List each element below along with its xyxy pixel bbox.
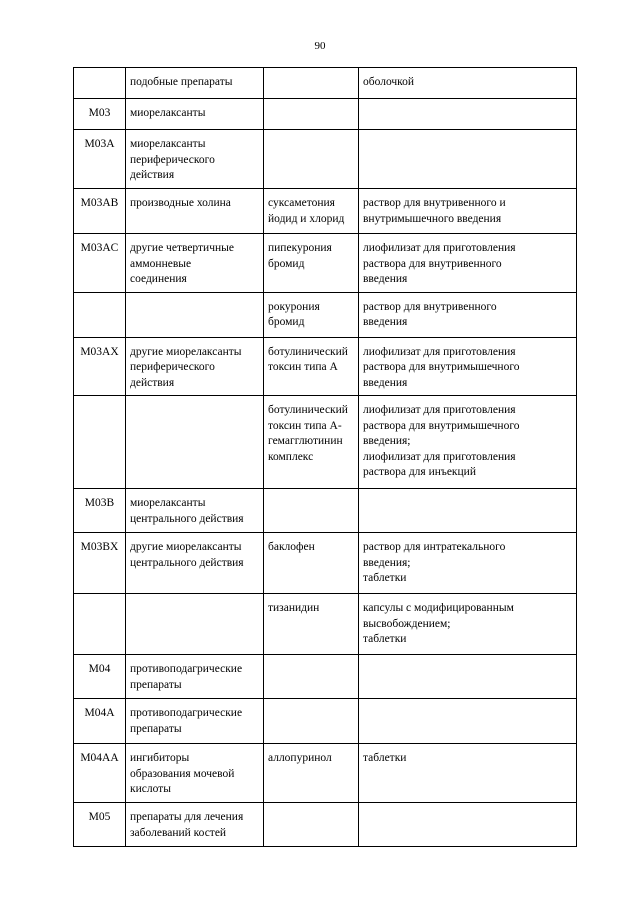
dosage-form-cell — [359, 699, 577, 744]
dosage-form-cell-line: введения — [363, 273, 408, 285]
anatomical-group-cell — [126, 337, 264, 396]
dosage-form-cell-line: введения — [363, 376, 408, 389]
atc-code-cell — [74, 292, 126, 337]
dosage-form-cell-line: таблетки — [363, 752, 407, 764]
table-row — [74, 234, 577, 293]
anatomical-group-cell — [126, 396, 264, 489]
anatomical-group-cell — [126, 68, 264, 99]
dosage-form-cell-line: раствор для внутривенного — [363, 300, 497, 313]
table-row — [74, 655, 577, 699]
anatomical-group-cell-line: центрального действия — [130, 512, 244, 525]
atc-code-cell: M03B — [74, 489, 126, 533]
dosage-form-cell-line: раствора для внутривенного — [363, 257, 502, 270]
drug-name-cell — [264, 489, 359, 533]
dosage-form-cell-line: введения; — [363, 435, 411, 447]
drug-name-cell — [264, 744, 359, 803]
anatomical-group-cell-line: образования мочевой — [130, 767, 235, 780]
drug-name-cell-line: рокурония — [268, 300, 320, 313]
anatomical-group-cell-line: заболеваний костей — [130, 826, 227, 839]
anatomical-group-cell — [126, 803, 264, 847]
dosage-form-cell-line: оболочкой — [363, 76, 415, 88]
table-row — [74, 803, 577, 847]
anatomical-group-cell — [126, 533, 264, 594]
drug-name-cell-line: суксаметония — [268, 197, 335, 209]
dosage-form-cell — [359, 234, 577, 293]
drug-name-cell-line: аллопуринол — [268, 752, 332, 764]
atc-code-cell: M03 — [74, 99, 126, 130]
dosage-form-cell-line: лиофилизат для приготовления — [363, 450, 516, 463]
anatomical-group-cell — [126, 489, 264, 533]
anatomical-group-cell — [126, 594, 264, 655]
dosage-form-cell — [359, 489, 577, 533]
anatomical-group-cell-line: препараты — [130, 678, 182, 691]
drug-name-cell-line: тизанидин — [268, 602, 320, 614]
anatomical-group-cell-line: другие миорелаксанты — [130, 345, 242, 358]
anatomical-group-cell-line: ингибиторы — [130, 752, 190, 764]
table-row — [74, 189, 577, 234]
anatomical-group-cell — [126, 655, 264, 699]
anatomical-group-cell-line: противоподагрические — [130, 707, 243, 719]
drug-name-cell — [264, 99, 359, 130]
anatomical-group-cell — [126, 744, 264, 803]
drug-name-cell — [264, 292, 359, 337]
anatomical-group-cell-line: действия — [130, 169, 175, 181]
atc-code-cell: M03A — [74, 130, 126, 189]
atc-code-cell — [74, 396, 126, 489]
anatomical-group-cell-line: действия — [130, 376, 175, 389]
anatomical-group-cell-line: миорелаксанты — [130, 107, 206, 119]
dosage-form-cell — [359, 68, 577, 99]
drug-name-cell-line: пипекурония — [268, 242, 332, 254]
dosage-form-cell-line: капсулы с модифицированным — [363, 602, 514, 614]
drug-name-cell — [264, 68, 359, 99]
dosage-form-cell-line: раствор для внутривенного и — [363, 197, 506, 209]
drug-name-cell-line: бромид — [268, 257, 305, 270]
table-row — [74, 396, 577, 489]
drug-classification-table — [73, 67, 577, 847]
table-row — [74, 489, 577, 533]
dosage-form-cell — [359, 396, 577, 489]
anatomical-group-cell-line: соединения — [130, 273, 187, 285]
atc-code-cell — [74, 68, 126, 99]
dosage-form-cell — [359, 130, 577, 189]
drug-name-cell-line: гемагглютинин — [268, 435, 343, 447]
atc-code-cell: M04AA — [74, 744, 126, 803]
anatomical-group-cell-line: центрального действия — [130, 556, 244, 569]
drug-name-cell — [264, 189, 359, 234]
drug-name-cell-line: ботулинический — [268, 404, 348, 416]
dosage-form-cell — [359, 189, 577, 234]
anatomical-group-cell — [126, 130, 264, 189]
anatomical-group-cell — [126, 189, 264, 234]
table-row — [74, 130, 577, 189]
table-row — [74, 744, 577, 803]
anatomical-group-cell-line: противоподагрические — [130, 663, 243, 675]
anatomical-group-cell-line: периферического — [130, 361, 215, 373]
drug-name-cell — [264, 594, 359, 655]
table-row — [74, 533, 577, 594]
atc-code-cell: M04A — [74, 699, 126, 744]
drug-name-cell-line: токсин типа А — [268, 361, 338, 373]
anatomical-group-cell — [126, 234, 264, 293]
anatomical-group-cell-line: аммонневые — [130, 257, 192, 270]
drug-name-cell-line: йодид и хлорид — [268, 212, 345, 225]
drug-name-cell — [264, 130, 359, 189]
dosage-form-cell-line: внутримышечного введения — [363, 212, 502, 225]
atc-code-cell: M04 — [74, 655, 126, 699]
table-row — [74, 594, 577, 655]
anatomical-group-cell — [126, 699, 264, 744]
dosage-form-cell-line: таблетки — [363, 572, 407, 584]
atc-code-cell — [74, 594, 126, 655]
dosage-form-cell-line: раствора для внутримышечного — [363, 361, 520, 373]
anatomical-group-cell-line: препараты — [130, 722, 182, 735]
drug-name-cell — [264, 699, 359, 744]
drug-name-cell — [264, 803, 359, 847]
table-row — [74, 68, 577, 99]
dosage-form-cell-line: введения; — [363, 556, 411, 569]
dosage-form-cell — [359, 99, 577, 130]
anatomical-group-cell-line: другие миорелаксанты — [130, 541, 242, 553]
dosage-form-cell-line: лиофилизат для приготовления — [363, 242, 516, 254]
drug-name-cell-line: ботулинический — [268, 345, 348, 358]
dosage-form-cell — [359, 292, 577, 337]
dosage-form-cell-line: раствора для инъекций — [363, 466, 476, 478]
anatomical-group-cell-line: периферического — [130, 153, 215, 166]
anatomical-group-cell-line: кислоты — [130, 783, 171, 795]
drug-name-cell — [264, 396, 359, 489]
dosage-form-cell-line: раствора для внутримышечного — [363, 419, 520, 432]
drug-name-cell-line: комплекс — [268, 450, 314, 463]
table-row — [74, 699, 577, 744]
atc-code-cell: M03AC — [74, 234, 126, 293]
drug-name-cell-line: токсин типа А- — [268, 419, 342, 432]
atc-code-cell: M03AX — [74, 337, 126, 396]
dosage-form-cell — [359, 803, 577, 847]
dosage-form-cell-line: лиофилизат для приготовления — [363, 345, 516, 358]
table-row — [74, 99, 577, 130]
drug-name-cell — [264, 234, 359, 293]
anatomical-group-cell-line: подобные препараты — [130, 76, 233, 88]
dosage-form-cell-line: таблетки — [363, 633, 407, 645]
drug-name-cell — [264, 337, 359, 396]
drug-name-cell-line: бромид — [268, 316, 305, 328]
table-row — [74, 337, 577, 396]
dosage-form-cell — [359, 337, 577, 396]
drug-name-cell-line: баклофен — [268, 541, 315, 553]
page-number: 90 — [314, 40, 326, 52]
dosage-form-cell-line: введения — [363, 316, 408, 328]
drug-name-cell — [264, 533, 359, 594]
anatomical-group-cell — [126, 292, 264, 337]
table-row — [74, 292, 577, 337]
dosage-form-cell-line: лиофилизат для приготовления — [363, 404, 516, 416]
anatomical-group-cell-line: другие четвертичные — [130, 242, 234, 254]
anatomical-group-cell-line: миорелаксанты — [130, 138, 206, 150]
dosage-form-cell-line: высвобождением; — [363, 617, 451, 630]
atc-code-cell: M03BX — [74, 533, 126, 594]
anatomical-group-cell-line: миорелаксанты — [130, 497, 206, 509]
anatomical-group-cell — [126, 99, 264, 130]
atc-code-cell: M03AB — [74, 189, 126, 234]
atc-code-cell: M05 — [74, 803, 126, 847]
dosage-form-cell-line: раствор для интратекального — [363, 541, 506, 553]
anatomical-group-cell-line: препараты для лечения — [130, 811, 244, 823]
dosage-form-cell — [359, 744, 577, 803]
dosage-form-cell — [359, 533, 577, 594]
drug-name-cell — [264, 655, 359, 699]
dosage-form-cell — [359, 655, 577, 699]
dosage-form-cell — [359, 594, 577, 655]
anatomical-group-cell-line: производные холина — [130, 197, 231, 209]
